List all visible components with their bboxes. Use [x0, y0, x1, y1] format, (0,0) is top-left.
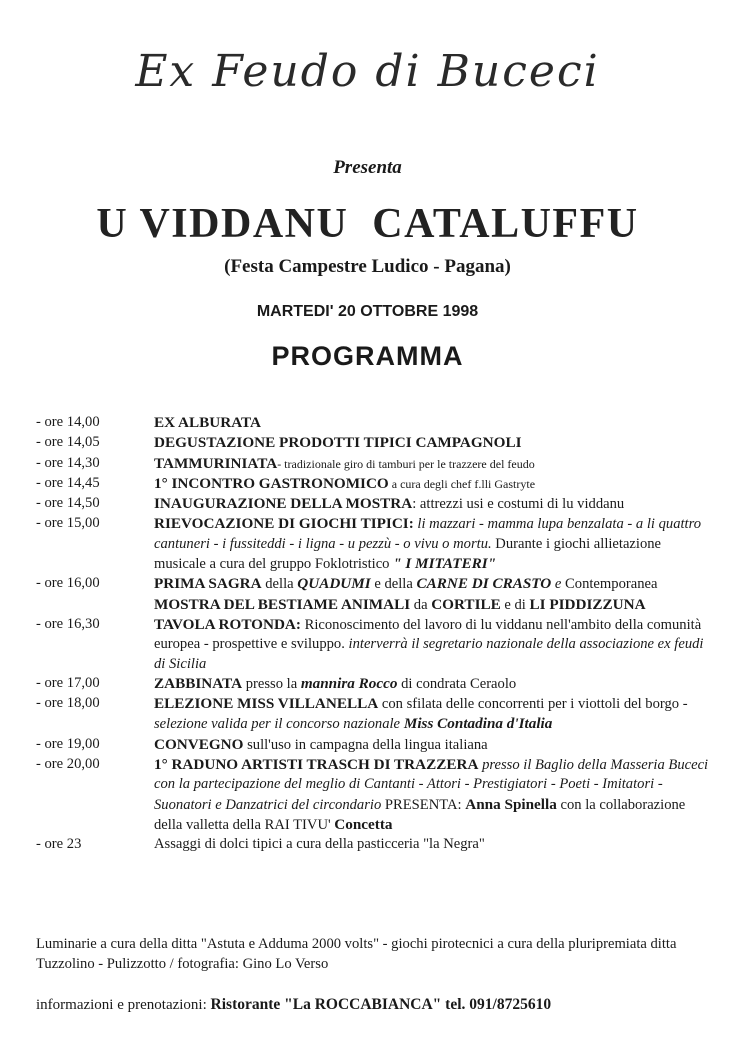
schedule-text-segment: CARNE DI CRASTO — [416, 575, 552, 593]
schedule-text-segment: : attrezzi usi e costumi di lu viddanu — [412, 496, 625, 513]
schedule-row — [36, 694, 716, 735]
schedule-description — [154, 476, 535, 492]
schedule-text-segment: sull'uso in campagna della lingua italiana — [243, 736, 488, 753]
schedule-time: - ore 20,00 — [36, 756, 100, 773]
schedule-text-segment: PRESENTA: — [381, 796, 466, 813]
schedule-text-segment: - tradizionale giro di tamburi per le trazzere del feudo — [277, 456, 535, 471]
schedule-text-segment: PRIMA SAGRA — [154, 575, 262, 593]
contact-venue: Ristorante "La ROCCABIANCA" tel. 091/8725610 — [210, 996, 552, 1013]
schedule-text-segment: mannira Rocco — [300, 674, 398, 692]
schedule-time: - ore 14,00 — [36, 414, 100, 430]
schedule-row — [36, 454, 716, 474]
schedule-time: - ore 23 — [36, 836, 82, 853]
schedule-time: - ore 14,30 — [36, 454, 100, 471]
schedule-text-segment: e di — [500, 596, 530, 613]
schedule-time: - ore 14,45 — [36, 474, 100, 491]
event-date: MARTEDI' 20 OTTOBRE 1998 — [256, 303, 479, 320]
schedule-text-segment: e — [551, 576, 562, 593]
schedule-row — [36, 574, 716, 615]
schedule-text-segment: e della — [370, 576, 417, 593]
flyer-title: Ex Feudo di Buceci — [135, 46, 600, 97]
schedule-description — [154, 576, 657, 612]
schedule-row — [36, 514, 716, 574]
schedule-time: - ore 16,30 — [36, 615, 100, 632]
schedule-description — [154, 676, 516, 692]
schedule-time: - ore 18,00 — [36, 695, 100, 712]
schedule-row — [36, 494, 716, 514]
schedule-text-segment: LI PIDDIZZUNA — [529, 595, 646, 613]
schedule-description — [154, 456, 535, 472]
schedule-text-segment: ZABBINATA — [154, 674, 243, 692]
schedule-description — [154, 757, 708, 833]
schedule-text-segment: presso il Baglio della Masseria Buceci con la partecipazione del meglio di Cantanti - Attori - Prestigiatori - Poeti - Imitatori - Suonatori e Danzatrici del circondario — [154, 757, 709, 813]
programma-heading: PROGRAMMA — [271, 341, 464, 371]
schedule-text-segment: Durante i giochi allietazione musicale a cura del gruppo Foklotristico — [154, 535, 662, 573]
schedule-row — [36, 474, 716, 494]
schedule-text-segment: " I MITATERI" — [393, 555, 497, 573]
event-name: U VIDDANU CATALUFFU — [96, 201, 639, 247]
contact-label: informazioni e prenotazioni: — [36, 997, 207, 1013]
schedule-row — [36, 755, 716, 835]
schedule-text-segment: da — [410, 596, 432, 613]
event-subtitle: (Festa Campestre Ludico - Pagana) — [224, 256, 511, 277]
schedule-text-segment: selezione valida per il concorso nazionale — [154, 716, 401, 733]
schedule-text-segment: CONVEGNO — [154, 735, 244, 753]
schedule-text-segment: interverrà il segretario nazionale della associazione ex feudi di Sicilia — [154, 636, 704, 672]
presenta-label: Presenta — [333, 157, 402, 178]
schedule-description — [154, 516, 701, 572]
schedule-description — [154, 415, 261, 431]
schedule-text-segment: Anna Spinella — [465, 795, 557, 813]
schedule-text-segment: della — [261, 576, 298, 593]
schedule-text-segment: con la collaborazione della valletta della RAI TIVU' — [154, 796, 686, 833]
schedule-text-segment: con sfilata delle concorrenti per i viottoli del borgo - — [378, 696, 688, 713]
schedule-description — [154, 836, 485, 852]
schedule-description — [154, 617, 703, 672]
schedule-text-segment: EX ALBURATA — [154, 414, 262, 431]
schedule-text-segment: TAVOLA ROTONDA: — [154, 615, 301, 633]
schedule-text-segment: INAUGURAZIONE DELLA MOSTRA — [154, 495, 413, 513]
schedule-row — [36, 735, 716, 755]
schedule-description — [154, 737, 488, 753]
schedule-text-segment: RIEVOCAZIONE DI GIOCHI TIPICI: — [154, 515, 414, 533]
schedule-row — [36, 615, 716, 674]
schedule-text-segment: Concetta — [334, 815, 393, 833]
schedule-time: - ore 14,50 — [36, 495, 100, 512]
schedule-row — [36, 835, 716, 854]
schedule-time: - ore 14,05 — [36, 434, 100, 451]
schedule-text-segment: TAMMURINIATA — [154, 454, 278, 472]
footer-credits: Luminarie a cura della ditta "Astuta e Adduma 2000 volts" - giochi pirotecnici a cura della pluripremiata ditta Tuzzolino - Pulizzotto / fotografia: Gino Lo Verso — [36, 936, 677, 972]
schedule-time: - ore 19,00 — [36, 735, 100, 752]
schedule-text-segment: DEGUSTAZIONE PRODOTTI TIPICI CAMPAGNOLI — [154, 434, 522, 452]
schedule-text-segment: presso la — [242, 675, 301, 692]
schedule-row — [36, 413, 716, 433]
schedule-text-segment: CORTILE — [431, 595, 501, 613]
schedule-text-segment: QUADUMI — [297, 575, 371, 593]
schedule-text-segment: li mazzari - mamma lupa benzalata - a li quattro cantuneri - i fussiteddi - i ligna - u pezzù - o vivu o mortu. — [154, 516, 702, 552]
contact-line — [36, 996, 726, 1014]
schedule-description — [154, 696, 688, 732]
schedule-text-segment: Assaggi di dolci tipici a cura della pasticceria "la Negra" — [154, 836, 485, 853]
schedule-time: - ore 15,00 — [36, 515, 100, 532]
schedule-text-segment: MOSTRA DEL BESTIAME ANIMALI — [154, 595, 411, 613]
schedule-text-segment: 1° INCONTRO GASTRONOMICO — [154, 474, 389, 492]
schedule-description — [154, 435, 522, 451]
schedule-text-segment: 1° RADUNO ARTISTI TRASCH DI TRAZZERA — [154, 756, 479, 774]
schedule-text-segment: ELEZIONE MISS VILLANELLA — [154, 695, 379, 713]
schedule-text-segment: a cura degli chef f.lli Gastryte — [388, 476, 536, 491]
schedule-row — [36, 433, 716, 453]
schedule-text-segment: Miss Contadina d'Italia — [400, 715, 553, 733]
schedule-description — [154, 496, 624, 512]
schedule-time: - ore 17,00 — [36, 674, 100, 691]
schedule-row — [36, 674, 716, 694]
schedule-text-segment: Riconoscimento del lavoro di lu viddanu nell'ambito della comunità europea - prospettive e sviluppo. — [154, 616, 702, 653]
schedule-time: - ore 16,00 — [36, 575, 100, 592]
schedule-text-segment: Contemporanea — [561, 576, 658, 593]
schedule-list — [36, 413, 716, 855]
schedule-text-segment: di condrata Ceraolo — [397, 675, 517, 692]
